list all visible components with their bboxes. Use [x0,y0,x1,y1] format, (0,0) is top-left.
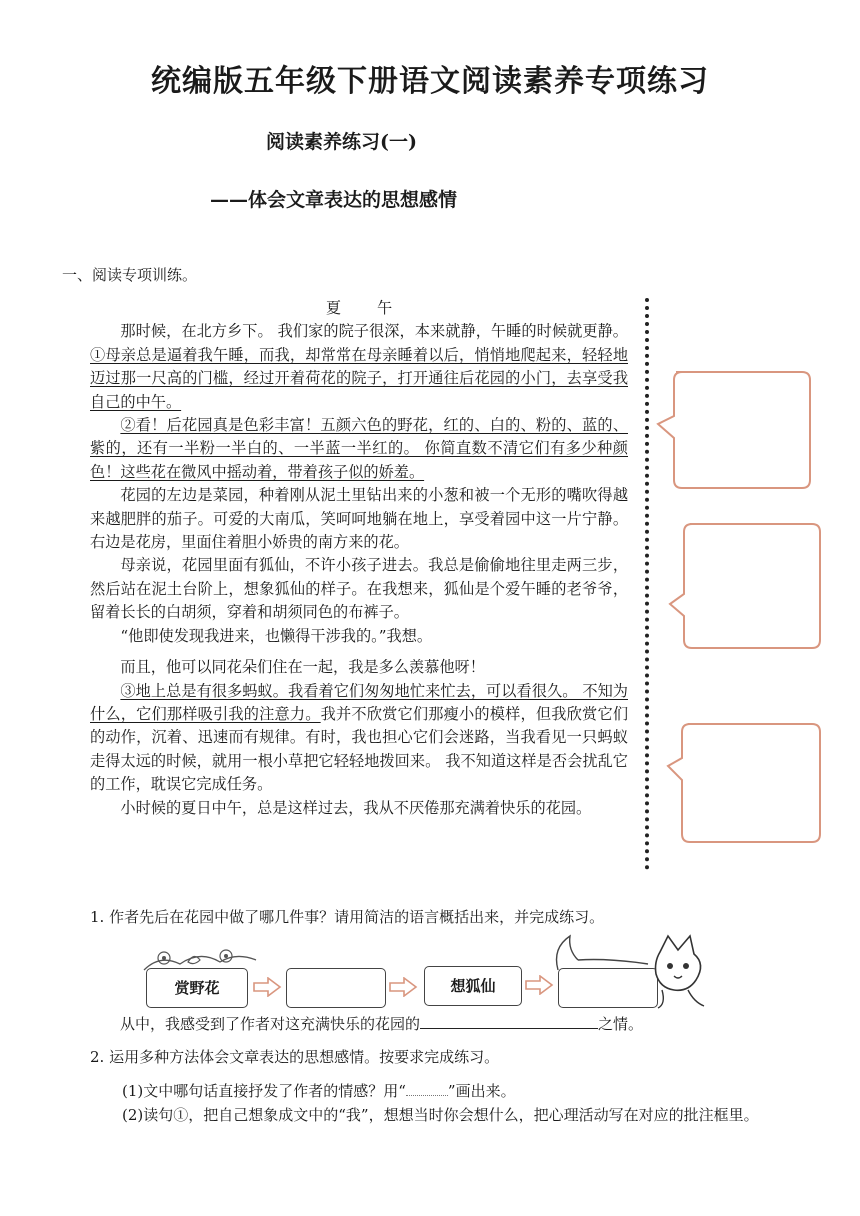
question-2: 2. 运用多种方法体会文章表达的思想感情。按要求完成练习。 [90,1048,500,1066]
question-2-2: (2)读句①，把自己想象成文中的“我”，想想当时你会想什么，把心理活动写在对应的批注框里。 [122,1106,759,1124]
reading-passage [90,297,628,820]
paragraph-2 [90,414,628,484]
sentence-3-underlined: ③地上总是有很多蚂蚁。我看着它们匆匆地忙来忙去，可以看很久。 不知为什么，它们那样吸引我的注意力。 [90,681,628,723]
flow-box-2[interactable] [286,968,386,1008]
paragraph-5: “他即使发现我进来，也懒得干涉我的。”我想。 [120,626,433,645]
paragraph-1 [90,320,628,414]
flow-label-1: 赏野花 [174,979,220,997]
question-1-fill [120,1013,643,1035]
arrow-icon [388,977,418,997]
question-2-1 [122,1080,516,1102]
wavy-line-sample [406,1085,448,1096]
exercise-theme: ——体会文章表达的思想感情 [210,189,458,211]
flow-label-3: 想狐仙 [450,977,496,995]
paragraph-6: 而且，他可以同花朵们住在一起，我是多么羡慕他呀！ [120,658,485,677]
exercise-subtitle: 阅读素养练习(一) [266,131,417,153]
annotation-box-1[interactable] [652,368,814,494]
arrow-icon [252,977,282,997]
q2-1-end: ”画出来。 [447,1082,516,1100]
paragraph-7 [90,680,628,797]
q2-1-text: (1)文中哪句话直接抒发了作者的情感？用“ [122,1082,406,1100]
flow-box-3 [424,966,522,1006]
paragraph-4: 母亲说，花园里面有狐仙，不许小孩子进去。我总是偷偷地往里走两三步，然后站在泥土台阶上，想象狐仙的样子。在我想来，狐仙是个爱午睡的老爷爷，留着长长的白胡须，穿着和胡须同色的布裤子。 [90,556,628,622]
paragraph-3: 花园的左边是菜园，种着刚从泥土里钻出来的小葱和被一个无形的嘴吹得越来越肥胖的茄子。可爱的大南瓜，笑呵呵地躺在地上，享受着园中这一片宁静。右边是花房，里面住着胆小娇贵的南方来的花。 [90,486,628,552]
question-1: 1. 作者先后在花园中做了哪几件事？请用简洁的语言概括出来，并完成练习。 [90,908,605,926]
annotation-box-3[interactable] [662,720,824,848]
section-heading: 一、阅读专项训练。 [62,266,198,284]
page-title: 统编版五年级下册语文阅读素养专项练习 [151,64,709,99]
paragraph-7-rest: 我并不欣赏它们那瘦小的模样，但我欣赏它们的动作，沉着、迅速而有规律。有时，我也担心它们会迷路，当我看见一只蚂蚁走得太远的时候，就用一根小草把它轻轻地拨回来。 我不知道这样是否会扰乱它的工作，耽误它完成任务。 [90,704,629,794]
flow-box-1 [146,968,248,1008]
dotted-divider [645,298,649,870]
fox-illustration [538,930,714,1010]
q1-fill-end: 之情。 [598,1015,644,1033]
sentence-1-underlined: ①母亲总是逼着我午睡，而我，却常常在母亲睡着以后，悄悄地爬起来，轻轻地迈过那一尺高的门槛，经过开着荷花的院子，打开通往后花园的小门，去享受我自己的中午。 [90,345,628,411]
annotation-box-2[interactable] [664,520,824,654]
sentence-2-underlined: ②看！后花园真是色彩丰富！五颜六色的野花，红的、白的、粉的、蓝的、紫的，还有一半粉一半白的、一半蓝一半红的。 你简直数不清它们有多少种颜色！这些花在微风中摇动着，带着孩子似的娇羞。 [90,416,628,481]
paragraph-8: 小时候的夏日中午，总是这样过去，我从不厌倦那充满着快乐的花园。 [120,798,592,817]
passage-title: 夏午 [325,299,429,317]
q1-fill-text: 从中，我感受到了作者对这充满快乐的花园的 [120,1015,421,1033]
paragraph-1-intro: 那时候，在北方乡下。 我们家的院子很深，本来就静，午睡的时候就更静。 [120,322,628,341]
answer-blank[interactable] [420,1014,598,1029]
